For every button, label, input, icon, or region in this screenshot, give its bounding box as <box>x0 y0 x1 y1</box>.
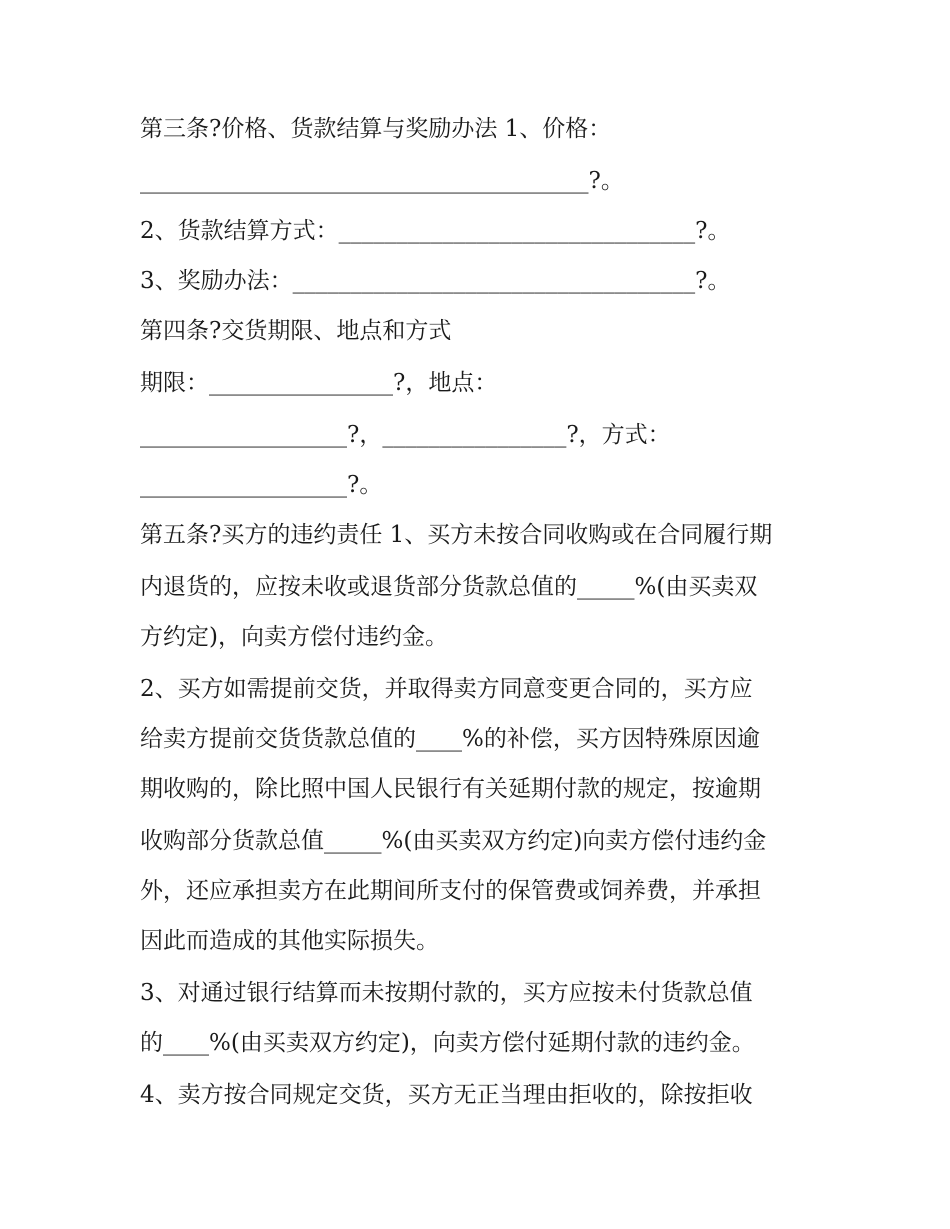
article-5-heading: 第五条?买方的违约责任 1、买方未按合同收购或在合同履行期 <box>140 522 773 548</box>
reward-method-line: 3、奖励办法：___________________________________?。 <box>140 268 731 294</box>
article-4-heading: 第四条?交货期限、地点和方式 <box>140 318 452 344</box>
delivery-location-line: __________________?，________________?，方式： <box>140 422 671 448</box>
paragraph-line: 方约定)，向卖方偿付违约金。 <box>140 624 448 650</box>
paragraph-line: 因此而造成的其他实际损失。 <box>140 928 439 954</box>
paragraph-line: 给卖方提前交货货款总值的____%的补偿，买方因特殊原因逾 <box>140 726 760 752</box>
paragraph-line: 的____%(由买卖双方约定)，向卖方偿付延期付款的违约金。 <box>140 1030 755 1056</box>
paragraph-line: 外，还应承担卖方在此期间所支付的保管费或饲养费，并承担 <box>140 878 761 904</box>
delivery-method-line: __________________?。 <box>140 472 383 498</box>
clause-4-start: 4、卖方按合同规定交货，买方无正当理由拒收的，除按拒收 <box>140 1082 753 1108</box>
article-3-heading: 第三条?价格、货款结算与奖励办法 1、价格： <box>140 116 612 142</box>
paragraph-line: 收购部分货款总值_____%(由买卖双方约定)向卖方偿付违约金 <box>140 828 767 854</box>
delivery-deadline-line: 期限：________________?，地点： <box>140 370 498 396</box>
clause-2-start: 2、买方如需提前交货，并取得卖方同意变更合同的，买方应 <box>140 676 753 702</box>
paragraph-line: 内退货的，应按未收或退货部分货款总值的_____%(由买卖双 <box>140 574 758 600</box>
paragraph-line: 期收购的，除比照中国人民银行有关延期付款的规定，按逾期 <box>140 776 761 802</box>
clause-3-start: 3、对通过银行结算而未按期付款的，买方应按未付货款总值 <box>140 980 753 1006</box>
payment-method-line: 2、货款结算方式：_______________________________?。 <box>140 218 731 244</box>
price-blank-line: _______________________________________?。 <box>140 168 624 194</box>
